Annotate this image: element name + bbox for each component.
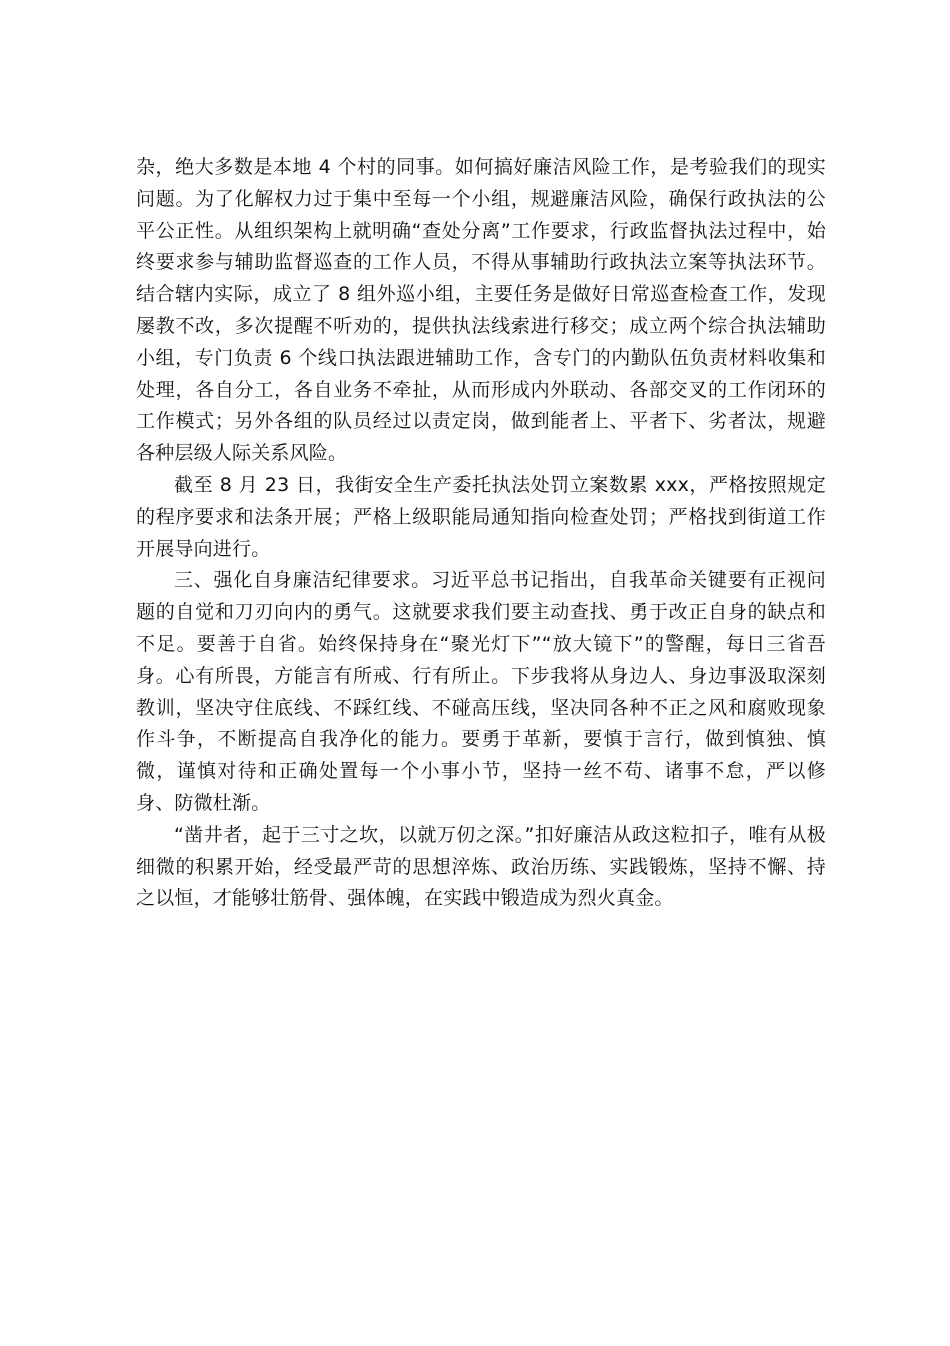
document-body (136, 152, 826, 915)
paragraph-case-count: 截至 8 月 23 日，我街安全生产委托执法处罚立案数累 xxx，严格按照规定的程序要求和法条开展；严格上级职能局通知指向检查处罚；严格找到街道工作开展导向进行。 (136, 473, 826, 560)
paragraph-section-three: 三、强化自身廉洁纪律要求。习近平总书记指出，自我革命关键要有正视问题的自觉和刀刃向内的勇气。这就要求我们要主动查找、勇于改正自身的缺点和不足。要善于自省。始终保持身在“聚光灯下”“放大镜下”的警醒，每日三省吾身。心有所畏，方能言有所戒、行有所止。下步我将从身边人、身边事汲取深刻教训，坚决守住底线、不踩红线、不碰高压线，坚决同各种不正之风和腐败现象作斗争，不断提高自我净化的能力。要勇于革新，要慎于言行，做到慎独、慎微，谨慎对待和正确处置每一个小事小节，坚持一丝不苟、诸事不怠，严以修身、防微杜渐。 (136, 569, 826, 814)
paragraph-continuation: 杂，绝大多数是本地 4 个村的同事。如何搞好廉洁风险工作，是考验我们的现实问题。为了化解权力过于集中至每一个小组，规避廉洁风险，确保行政执法的公平公正性。从组织架构上就明确“查处分离”工作要求，行政监督执法过程中，始终要求参与辅助监督巡查的工作人员，不得从事辅助行政执法立案等执法环节。结合辖内实际，成立了 8 组外巡小组，主要任务是做好日常巡查检查工作，发现屡教不改，多次提醒不听劝的，提供执法线索进行移交；成立两个综合执法辅助小组，专门负责 6 个线口执法跟进辅助工作，含专门的内勤队伍负责材料收集和处理，各自分工，各自业务不牵扯，从而形成内外联动、各部交叉的工作闭环的工作模式；另外各组的队员经过以责定岗，做到能者上、平者下、劣者汰，规避各种层级人际关系风险。 (136, 156, 826, 465)
paragraph-conclusion: “凿井者，起于三寸之坎，以就万仞之深。”扣好廉洁从政这粒扣子，唯有从极细微的积累开始，经受最严苛的思想淬炼、政治历练、实践锻炼，坚持不懈、持之以恒，才能够壮筋骨、强体魄，在实践中锻造成为烈火真金。 (136, 823, 826, 910)
